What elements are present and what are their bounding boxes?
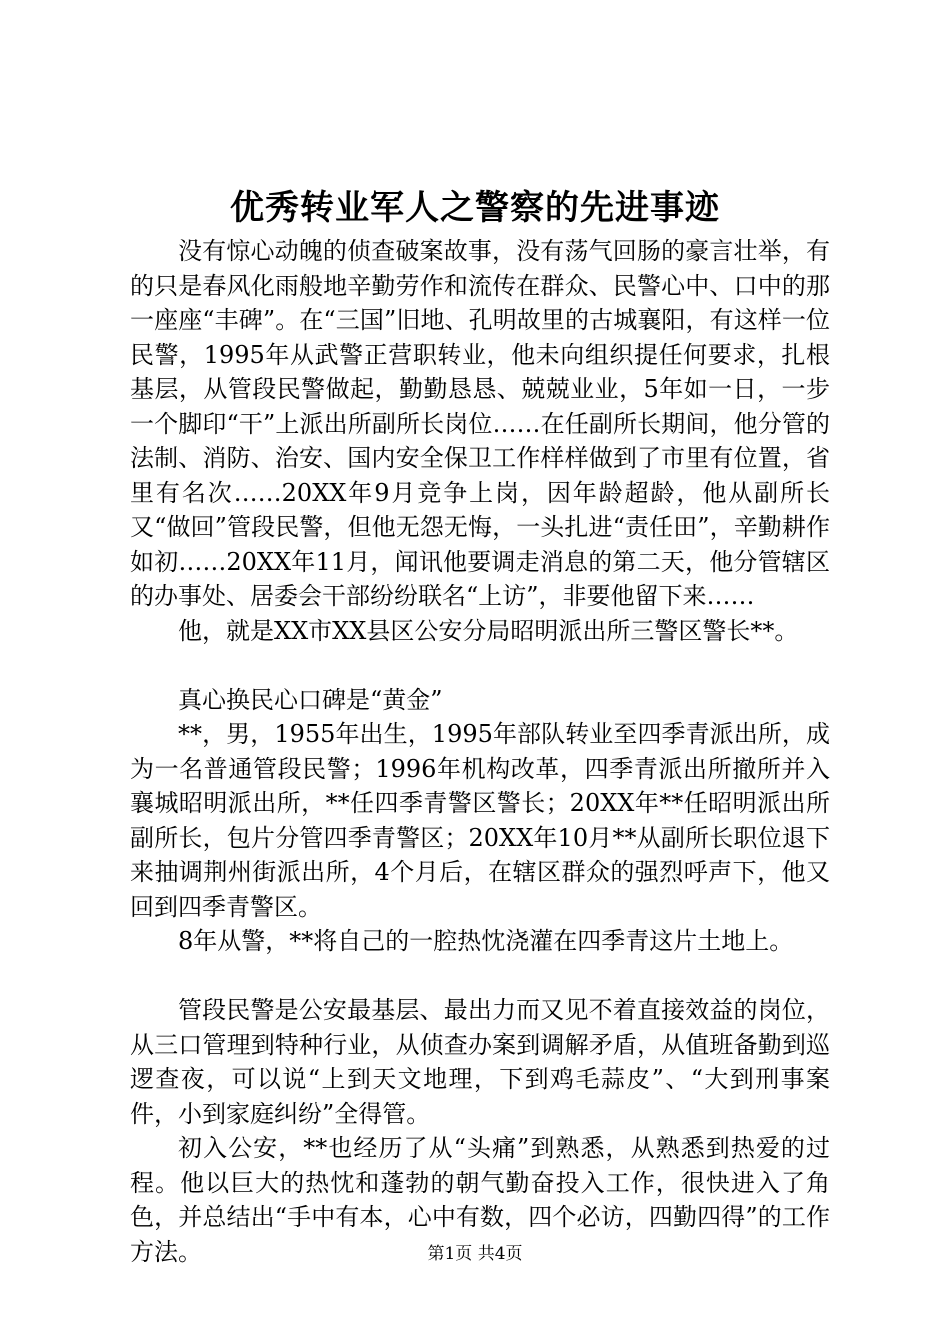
section-heading: 真心换民心口碑是“黄金” <box>178 685 443 714</box>
paragraph-identity: 他，就是XX市XX县区公安分局昭明派出所三警区警长**。 <box>178 616 799 645</box>
paragraph-method: 初入公安，**也经历了从“头痛”到熟悉，从熟悉到热爱的过程。他以巨大的热忱和蓬勃的朝气勤奋投入工作，很快进入了角色，并总结出“手中有本，心中有数，四个必访，四勤四得”的工作方法。 <box>130 1134 830 1266</box>
paragraph-intro: 没有惊心动魄的侦查破案故事，没有荡气回肠的豪言壮举，有的只是春风化雨般地辛勤劳作和流传在群众、民警心中、口中的那一座座“丰碑”。在“三国”旧地、孔明故里的古城襄阳，有这样一位民警，1995年从武警正营职转业，他未向组织提任何要求，扎根基层，从管段民警做起，勤勤恳恳、兢兢业业，5年如一日，一步一个脚印“干”上派出所副所长岗位……在任副所长期间，他分管的法制、消防、治安、国内安全保卫工作样样做到了市里有位置，省里有名次……20XX年9月竞争上岗，因年龄超龄，他从副所长又“做回”管段民警，但他无怨无悔，一头扎进“责任田”，辛勤耕作如初……20XX年11月，闻讯他要调走消息的第二天，他分管辖区的办事处、居委会干部纷纷联名“上访”，非要他留下来…… <box>130 237 830 610</box>
paragraph-spacer <box>130 959 830 994</box>
document-body <box>130 234 830 1269</box>
document-title: 优秀转业军人之警察的先进事迹 <box>230 188 720 228</box>
paragraph-biography: **，男，1955年出生，1995年部队转业至四季青派出所，成为一名普通管段民警；1996年机构改革，四季青派出所撤所并入襄城昭明派出所，**任四季青警区警长；20XX年**任昭明派出所副所长，包片分管四季青警区；20XX年10月**从副所长职位退下来抽调荆州街派出所，4个月后，在辖区群众的强烈呼声下，他又回到四季青警区。 <box>130 720 830 921</box>
paragraph-duties: 管段民警是公安最基层、最出力而又见不着直接效益的岗位，从三口管理到特种行业，从侦查办案到调解矛盾，从值班备勤到巡逻查夜，可以说“上到天文地理，下到鸡毛蒜皮”、“大到刑事案件，小到家庭纠纷”全得管。 <box>130 996 830 1128</box>
paragraph-spacer <box>130 648 830 683</box>
paragraph-service-years: 8年从警，**将自己的一腔热忱浇灌在四季青这片土地上。 <box>178 927 794 955</box>
page-indicator: 第1页 共4页 <box>427 1244 523 1264</box>
